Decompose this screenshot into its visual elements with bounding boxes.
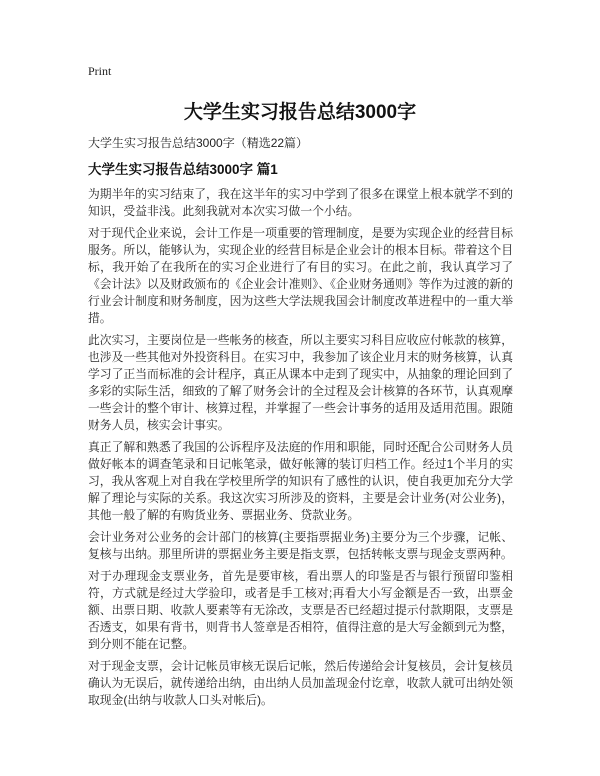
paragraph-2: 对于现代企业来说，会计工作是一项重要的管理制度，是要为实现企业的经营目标服务。所以，能够认为，实现企业的经营目标是企业会计的根本目标。带着这个目标，我开始了在我所在的实习企业进行了有目的实习。在此之前，我认真学习了《会计法》以及财政颁布的《企业会计准则》、《企业财务通则》等作为过渡的新的行业会计制度和财务制度，因为这些大学法规我国会计制度改革进程中的一重大举措。 [88, 226, 513, 325]
paragraph-4: 真正了解和熟悉了我国的公诉程序及法庭的作用和职能，同时还配合公司财务人员做好帐本的调查笔录和日记帐笔录，做好帐簿的装订归档工作。经过1个半月的实习，我从客观上对自我在学校里所学的知识有了感性的认识，使自我更加充分大学解了理论与实际的关系。我这次实习所涉及的资料，主要是会计业务(对公业务)，其他一般了解的有购货业务、票据业务、贷款业务。 [88, 440, 513, 522]
page-title: 大学生实习报告总结3000字 [183, 102, 417, 123]
paragraph-7: 对于现金支票，会计记帐员审核无误后记帐，然后传递给会计复核员，会计复核员确认为无误后，就传递给出纳，由出纳人员加盖现金付讫章，收款人就可出纳处领取现金(出纳与收款人口头对帐后)。 [88, 659, 513, 707]
paragraph-1: 为期半年的实习结束了，我在这半年的实习中学到了很多在课堂上根本就学不到的知识，受益非浅。此刻我就对本次实习做一个小结。 [88, 187, 513, 218]
section-heading: 大学生实习报告总结3000字 篇1 [88, 162, 278, 177]
paragraph-6: 对于办理现金支票业务，首先是要审核，看出票人的印鉴是否与银行预留印鉴相符，方式就是经过大学验印，或者是手工核对;再看大小写金额是否一致，出票金额、出票日期、收款人要素等有无涂改，支票是否已经超过提示付款期限，支票是否透支，如果有背书，则背书人签章是否相符，值得注意的是大写金额到元为整，到分则不能在记整。 [88, 569, 513, 651]
document-subtitle: 大学生实习报告总结3000字（精选22篇） [88, 136, 309, 150]
paragraph-5: 会计业务对公业务的会计部门的核算(主要指票据业务)主要分为三个步骤，记帐、复核与出纳。那里所讲的票据业务主要是指支票，包括转帐支票与现金支票两种。 [88, 530, 513, 561]
paragraph-3: 此次实习，主要岗位是一些帐务的核查，所以主要实习科目应收应付帐款的核算，也涉及一些其他对外投资科目。在实习中，我参加了该企业月末的财务核算，认真学习了正当而标准的会计程序，真正从课本中走到了现实中，从抽象的理论回到了多彩的实际生活，细致的了解了财务会计的全过程及会计核算的各环节，认真观摩一些会计的整个审计、核算过程，并掌握了一些会计事务的适用及适用范围。跟随财务人员，核实会计事实。 [88, 333, 513, 432]
print-link[interactable]: Print [88, 64, 112, 78]
